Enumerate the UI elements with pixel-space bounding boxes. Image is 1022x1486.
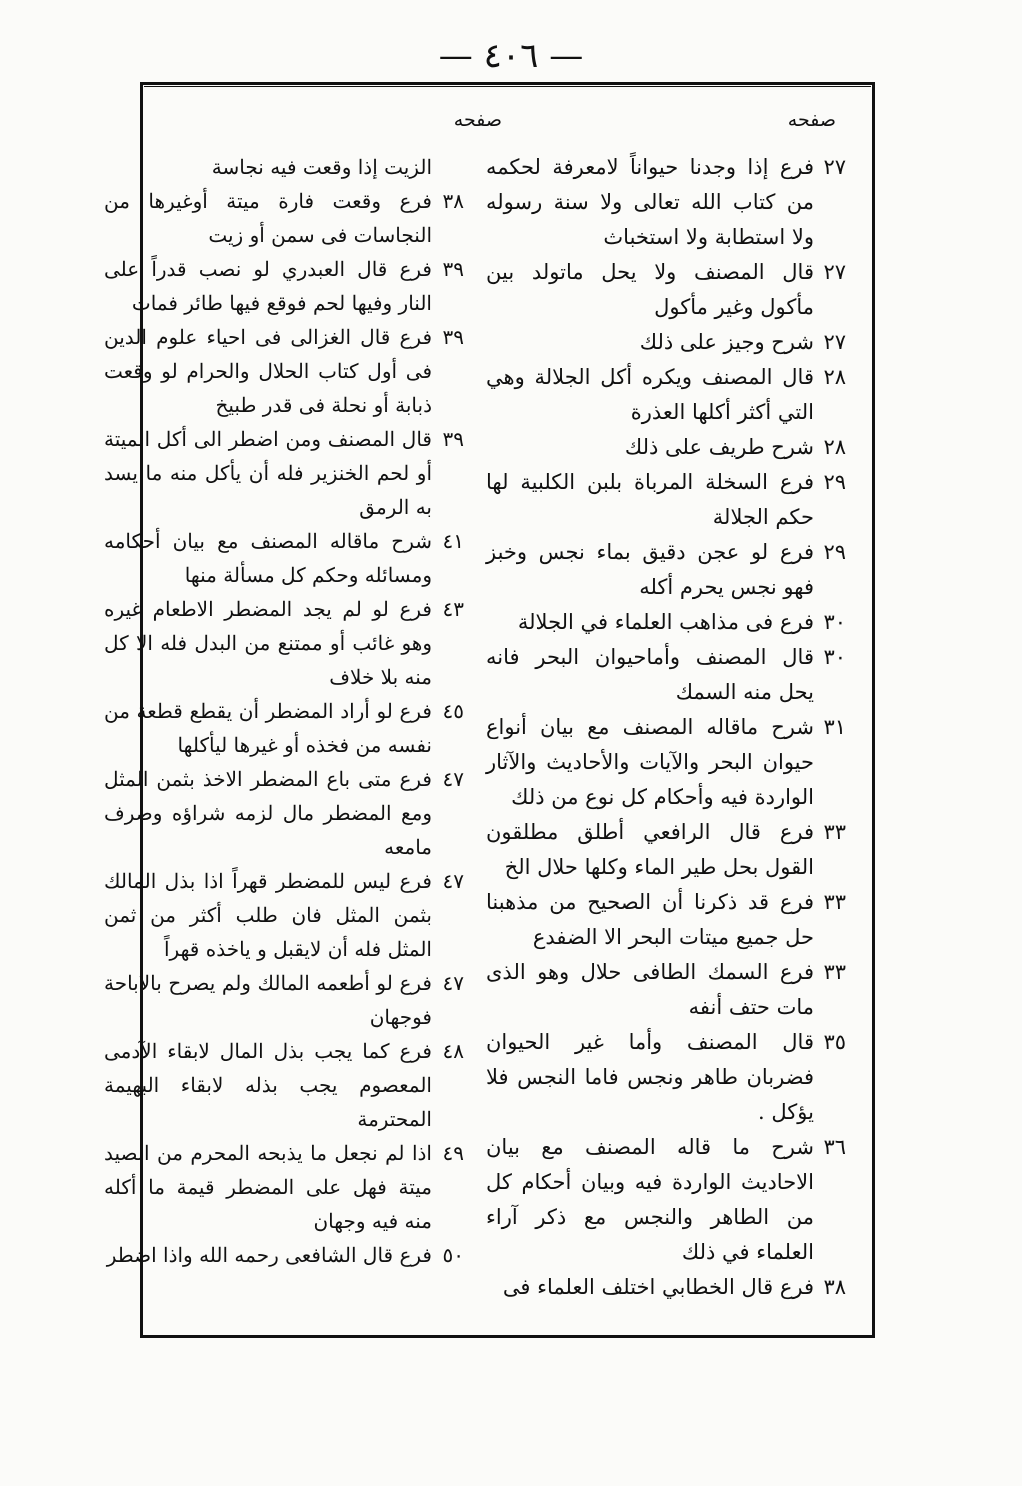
toc-entry-title: قال المصنف وأما غير الحيوان فضربان طاهر ونجس فاما النجس فلا يؤكل . <box>486 1030 814 1124</box>
toc-entry <box>486 815 846 885</box>
toc-entry <box>104 864 464 966</box>
toc-page-number: ٥٠ <box>442 1243 464 1267</box>
toc-page-number: ٢٧ <box>823 260 846 284</box>
toc-page-number: ٣٦ <box>823 1135 846 1159</box>
toc-entry <box>104 592 464 694</box>
toc-entry <box>104 966 464 1034</box>
toc-entry-title: شرح طريف على ذلك <box>624 435 814 459</box>
toc-entry-title: فرع إذا وجدنا حيواناً لامعرفة لحكمه من كتاب الله تعالى ولا سنة رسوله ولا استطابة ولا استخباث <box>486 155 814 249</box>
toc-entry-title: فرع لو أراد المضطر أن يقطع قطعة من نفسه من فخذه أو غيرها ليأكلها <box>104 699 432 757</box>
toc-page-number: ٣٠ <box>823 645 846 669</box>
toc-entry-title: شرح ما قاله المصنف مع بيان الاحاديث الواردة فيه وبيان أحكام كل من الطاهر والنجس مع ذكر آراء العلماء في ذلك <box>486 1135 814 1264</box>
toc-entry-title: فرع فى مذاهب العلماء في الجلالة <box>517 610 814 634</box>
toc-entry <box>486 955 846 1025</box>
toc-page-number: ٤٨ <box>442 1039 464 1063</box>
toc-entry <box>486 465 846 535</box>
toc-entry <box>486 535 846 605</box>
toc-entry <box>486 360 846 430</box>
toc-entry <box>486 255 846 325</box>
toc-entry <box>104 524 464 592</box>
toc-entry-title: شرح ماقاله المصنف مع بيان أحكامه ومسائله وحكم كل مسألة منها <box>104 529 432 587</box>
toc-page-number: ٤٩ <box>442 1141 464 1165</box>
toc-entry-title: فرع السمك الطافى حلال وهو الذى مات حتف أنفه <box>486 960 814 1019</box>
toc-entry <box>486 325 846 360</box>
toc-page-number: ٣٥ <box>823 1030 846 1054</box>
toc-page-number: ٣١ <box>823 715 846 739</box>
toc-page-number: ٢٩ <box>823 540 846 564</box>
contents-column-right <box>486 150 846 1305</box>
toc-entry-title: فرع قال الغزالى فى احياء علوم الدين فى أول كتاب الحلال والحرام لو وقعت ذبابة أو نحلة فى قدر طبيخ <box>104 325 432 417</box>
page-number: — ٤٠٦ — <box>438 36 584 76</box>
toc-entry <box>104 252 464 320</box>
toc-entry-title: فرع لو أطعمه المالك ولم يصرح بالاباحة فوجهان <box>104 971 432 1029</box>
toc-page-number: ٣٣ <box>823 960 846 984</box>
toc-entry <box>486 640 846 710</box>
toc-page-number: ٣٩ <box>442 257 464 281</box>
toc-page-number: ٢٨ <box>823 435 846 459</box>
toc-entry-title: قال المصنف وأماحيوان البحر فانه يحل منه السمك <box>486 645 814 704</box>
toc-entry-title: فرع قال العبدري لو نصب قدراً على النار وفيها لحم فوقع فيها طائر فمات <box>104 257 432 315</box>
toc-entry-title: فرع كما يجب بذل المال لابقاء الآدمى المعصوم يجب بذله لابقاء البهيمة المحترمة <box>104 1039 432 1131</box>
toc-entry <box>486 710 846 815</box>
toc-entry <box>486 1025 846 1130</box>
toc-entry <box>486 1130 846 1270</box>
toc-page-number: ٣٣ <box>823 820 846 844</box>
toc-entry <box>486 605 846 640</box>
toc-entry <box>104 694 464 762</box>
toc-entry-title: شرح وجيز على ذلك <box>639 330 814 354</box>
toc-page-number: ٤٥ <box>442 699 464 723</box>
toc-page-number: ٤٧ <box>442 767 464 791</box>
column-header-left: صفحه <box>453 109 502 131</box>
toc-entry-title: الزيت إذا وقعت فيه نجاسة <box>211 155 432 179</box>
toc-entry-title: فرع قال الخطابي اختلف العلماء فى <box>502 1275 814 1299</box>
toc-entry <box>104 1238 464 1272</box>
toc-entry-title: فرع قد ذكرنا أن الصحيح من مذهبنا حل جميع ميتات البحر الا الضفدع <box>486 890 814 949</box>
toc-page-number: ٢٧ <box>823 155 846 179</box>
toc-entry <box>486 430 846 465</box>
toc-entry-title: فرع قال الرافعي أطلق مطلقون القول بحل طير الماء وكلها حلال الخ <box>486 820 814 879</box>
toc-entry <box>104 422 464 524</box>
toc-entry-title: فرع لو عجن دقيق بماء نجس وخبز فهو نجس يحرم أكله <box>486 540 814 599</box>
toc-page-number: ٣٩ <box>442 325 464 349</box>
toc-entry-title: فرع السخلة المرباة بلبن الكلبية لها حكم الجلالة <box>486 470 814 529</box>
toc-page-number: ٣٣ <box>823 890 846 914</box>
contents-column-left <box>104 150 464 1272</box>
toc-page-number: ٤٣ <box>442 597 464 621</box>
toc-page-number: ٤٧ <box>442 971 464 995</box>
toc-entry <box>104 150 464 184</box>
toc-entry-title: فرع ليس للمضطر قهراً اذا بذل المالك بثمن المثل فان طلب أكثر من ثمن المثل فله أن لايقبل و ياخذه قهراً <box>104 869 432 961</box>
toc-entry <box>104 1136 464 1238</box>
toc-entry <box>104 1034 464 1136</box>
toc-page-number: ٣٠ <box>823 610 846 634</box>
toc-entry-title: قال المصنف ولا يحل ماتولد بين مأكول وغير مأكول <box>486 260 814 319</box>
toc-entry-title: فرع لو لم يجد المضطر الاطعام غيره وهو غائب أو ممتنع من البدل فله الا كل منه بلا خلاف <box>104 597 432 689</box>
column-header-right: صفحه <box>787 109 836 131</box>
toc-page-number: ٢٨ <box>823 365 846 389</box>
toc-entry-title: فرع قال الشافعى رحمه الله واذا اضطر <box>106 1243 432 1267</box>
toc-entry-title: قال المصنف ويكره أكل الجلالة وهي التي أكثر أكلها العذرة <box>486 365 814 424</box>
toc-entry-title: شرح ماقاله المصنف مع بيان أنواع حيوان البحر والآيات والأحاديث والآثار الواردة فيه وأحكام كل نوع من ذلك <box>486 715 814 809</box>
toc-entry-title: فرع متى باع المضطر الاخذ بثمن المثل ومع المضطر مال لزمه شراؤه وصرف مامعه <box>104 767 432 859</box>
toc-page-number: ٤٧ <box>442 869 464 893</box>
toc-page-number: ٣٨ <box>823 1275 846 1299</box>
toc-entry <box>104 762 464 864</box>
toc-entry-title: قال المصنف ومن اضطر الى أكل الميتة أو لحم الخنزير فله أن يأكل منه ما يسد به الرمق <box>104 427 432 519</box>
toc-entry <box>104 184 464 252</box>
toc-entry-title: اذا لم نجعل ما يذبحه المحرم من الصيد ميتة فهل على المضطر قيمة ما أكله منه فيه وجهان <box>104 1141 432 1233</box>
toc-page-number: ٢٧ <box>823 330 846 354</box>
toc-page-number: ٣٩ <box>442 427 464 451</box>
toc-page-number: ٢٩ <box>823 470 846 494</box>
toc-entry <box>486 150 846 255</box>
toc-entry <box>486 1270 846 1305</box>
toc-page-number: ٣٨ <box>442 189 464 213</box>
toc-entry <box>486 885 846 955</box>
toc-entry <box>104 320 464 422</box>
toc-entry-title: فرع وقعت فارة ميتة أوغيرها من النجاسات فى سمن أو زيت <box>104 189 432 247</box>
toc-page-number: ٤١ <box>442 529 464 553</box>
